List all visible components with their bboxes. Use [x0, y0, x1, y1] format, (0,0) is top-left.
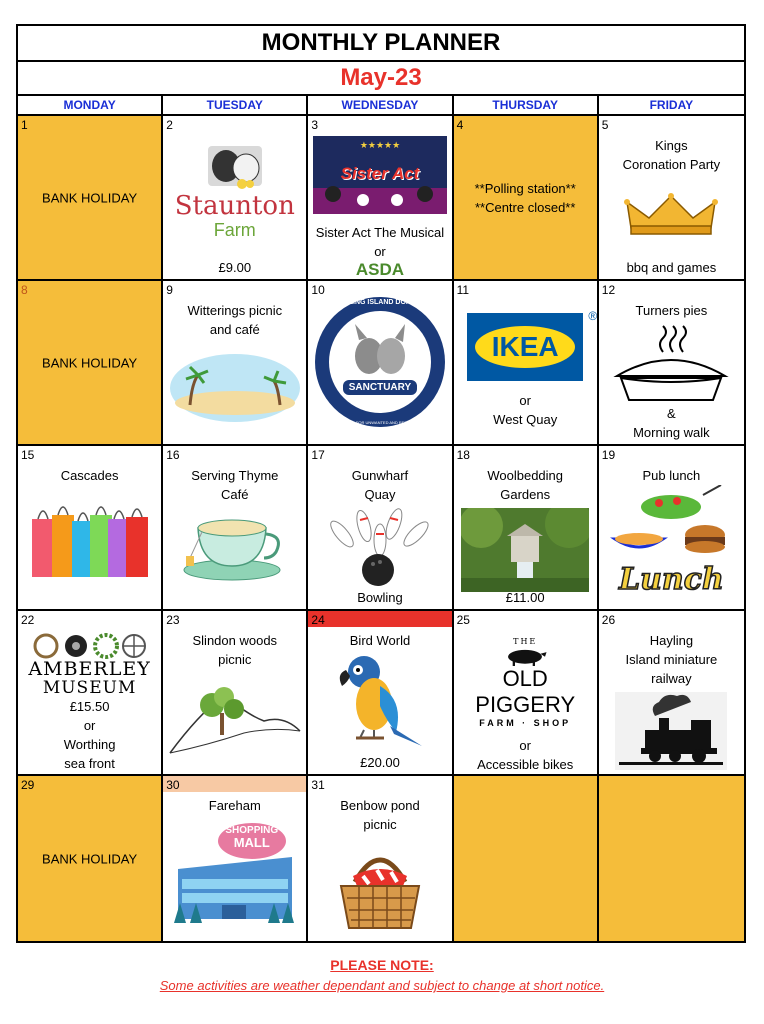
monthly-planner — [16, 24, 746, 943]
day-cell-16 — [163, 446, 308, 611]
event-line: Worthing — [63, 737, 116, 752]
event-line: Bowling — [357, 590, 403, 605]
day-cell-29 — [18, 776, 163, 941]
month-label: May-23 — [18, 62, 744, 96]
ikea-logo — [467, 309, 598, 381]
day-number: 4 — [456, 118, 464, 132]
event-line: Slindon woods — [192, 633, 278, 648]
day-cell-4 — [454, 116, 599, 281]
note-body: Some activities are weather dependant and subject to change at short notice. — [159, 978, 605, 993]
day-cell-17 — [308, 446, 453, 611]
woods-icon — [168, 675, 302, 759]
event-line: Hayling — [649, 633, 694, 648]
event-line: West Quay — [493, 412, 558, 427]
day-thursday: THURSDAY — [454, 96, 599, 114]
day-number: 16 — [166, 448, 180, 462]
highlight-bar — [308, 611, 451, 627]
train-icon — [615, 692, 727, 770]
day-number: 1 — [21, 118, 28, 132]
donkey-sanctuary-logo — [315, 297, 445, 427]
sister-act-poster — [313, 136, 447, 211]
day-number: 31 — [311, 778, 325, 792]
event-line: Sister Act The Musical — [315, 225, 445, 240]
day-number: 23 — [166, 613, 180, 627]
event-line: Morning walk — [633, 425, 710, 440]
beach-icon — [168, 353, 302, 423]
day-number: 5 — [601, 118, 609, 132]
closure-note — [454, 179, 597, 217]
or-line: or — [374, 244, 386, 259]
day-cell-1 — [18, 116, 163, 281]
day-cell-9 — [163, 281, 308, 446]
day-tuesday: TUESDAY — [163, 96, 308, 114]
planner-title: MONTHLY PLANNER — [18, 26, 744, 62]
event-line: railway — [651, 671, 692, 686]
event-line: picnic — [363, 817, 397, 832]
day-cell-10 — [308, 281, 453, 446]
day-number: 29 — [21, 778, 35, 792]
garden-photo — [461, 508, 589, 592]
svg-text:★★★★★: ★★★★★ — [359, 141, 401, 151]
or-line: or — [519, 738, 531, 753]
day-number: 3 — [311, 118, 319, 132]
farm-logo-text: Farm — [213, 220, 256, 240]
pig-icon — [495, 646, 555, 666]
event-line: Turners pies — [635, 303, 708, 318]
note-title: PLEASE NOTE: — [330, 957, 434, 973]
day-cell-empty-friday — [599, 776, 744, 941]
event-line: Kings — [655, 138, 688, 153]
event-line: Café — [221, 487, 249, 502]
day-cell-23 — [163, 611, 308, 776]
centre-closed-line: **Centre closed** — [474, 199, 576, 215]
registered-mark: ® — [588, 309, 598, 323]
day-number: 22 — [21, 613, 35, 627]
day-number: 11 — [456, 283, 470, 297]
piggery-logo-text: OLD PIGGERY — [475, 666, 576, 717]
event-line: Island miniature — [625, 652, 718, 667]
day-cell-19 — [599, 446, 744, 611]
event-line: Coronation Party — [622, 157, 721, 172]
day-cell-30 — [163, 776, 308, 941]
day-number: 24 — [311, 613, 325, 627]
day-cell-8 — [18, 281, 163, 446]
day-number: 8 — [21, 283, 28, 297]
day-wednesday: WEDNESDAY — [308, 96, 453, 114]
bank-holiday-label: BANK HOLIDAY — [42, 190, 138, 205]
price: £15.50 — [69, 699, 110, 714]
event-line: Woolbedding — [487, 468, 564, 483]
day-number: 18 — [456, 448, 470, 462]
day-number: 2 — [166, 118, 173, 132]
sanctuary-banner: SANCTUARY — [343, 380, 417, 395]
price: £9.00 — [218, 260, 252, 275]
event-line: Benbow pond — [340, 798, 420, 813]
day-cell-22 — [18, 611, 163, 776]
bowling-icon — [320, 504, 440, 588]
pie-icon — [611, 324, 731, 408]
event-line: sea front — [64, 756, 115, 771]
event-line: Witterings picnic — [187, 303, 283, 318]
polling-station-line: **Polling station** — [474, 180, 576, 196]
event-line: Quay — [364, 487, 396, 502]
price: £11.00 — [505, 590, 545, 605]
day-number: 19 — [601, 448, 616, 462]
day-number: 17 — [311, 448, 325, 462]
bank-holiday-label: BANK HOLIDAY — [42, 355, 138, 370]
day-cell-3 — [308, 116, 453, 281]
day-number: 25 — [456, 613, 470, 627]
cow-goat-icon — [200, 140, 270, 192]
sister-act-banner: Sister Act — [340, 163, 420, 183]
amberley-logo-text: AMBERLEY — [28, 658, 151, 680]
piggery-the-text: THE — [513, 637, 538, 646]
mall-sign-top: SHOPPING — [225, 825, 279, 836]
day-cell-empty-thursday — [454, 776, 599, 941]
day-number: 12 — [601, 283, 616, 297]
event-line: Fareham — [208, 798, 261, 813]
day-friday: FRIDAY — [649, 98, 694, 112]
day-number: 15 — [21, 448, 35, 462]
day-cell-2 — [163, 116, 308, 281]
day-number: 26 — [601, 613, 616, 627]
event-line: bbq and games — [626, 260, 717, 275]
wheels-icon — [32, 633, 148, 659]
day-cell-24 — [308, 611, 453, 776]
shopping-bags-icon — [28, 497, 152, 581]
event-line: and café — [209, 322, 260, 337]
day-number: 30 — [166, 778, 180, 792]
day-cell-11 — [454, 281, 599, 446]
crown-icon — [623, 190, 719, 238]
donkey-icon — [345, 324, 415, 380]
day-cell-12 — [599, 281, 744, 446]
event-line: Gardens — [500, 487, 551, 502]
day-number: 10 — [311, 283, 325, 297]
sanctuary-ring-top: HAYLING ISLAND DONKEY — [334, 299, 426, 306]
sanctuary-ring-bottom: LIFELONG CARE FOR UNWANTED AND RETIRED DONKEYS — [322, 420, 438, 425]
day-cell-25 — [454, 611, 599, 776]
highlight-bar — [163, 776, 306, 792]
or-line: or — [519, 393, 531, 408]
bank-holiday-label: BANK HOLIDAY — [42, 851, 138, 866]
event-line: Gunwharf — [351, 468, 409, 483]
lunch-sign: Lunch — [618, 562, 724, 597]
event-line: picnic — [218, 652, 252, 667]
event-line: Cascades — [60, 468, 119, 483]
day-cell-18 — [454, 446, 599, 611]
price: £20.00 — [360, 755, 400, 770]
event-line: Serving Thyme — [191, 468, 279, 483]
staunton-farm-logo — [175, 134, 295, 246]
ampersand: & — [667, 406, 676, 421]
day-number: 9 — [166, 283, 173, 297]
day-cell-15 — [18, 446, 163, 611]
parrot-icon — [334, 650, 426, 750]
asda-logo: ASDA — [355, 260, 405, 279]
staunton-logo-text: Staunton — [174, 191, 295, 221]
picnic-basket-icon — [333, 842, 427, 932]
weekday-header — [18, 96, 744, 116]
farm-shop-text: FARM · SHOP — [479, 718, 572, 728]
day-cell-26 — [599, 611, 744, 776]
shopping-mall-icon — [172, 819, 298, 931]
day-cell-5 — [599, 116, 744, 281]
teacup-icon — [180, 512, 290, 582]
event-line: Pub lunch — [642, 468, 701, 483]
calendar-grid — [18, 116, 744, 941]
day-monday: MONDAY — [18, 96, 163, 114]
or-line: or — [83, 718, 96, 733]
museum-logo-text: MUSEUM — [42, 678, 137, 698]
event-line: Accessible bikes — [477, 757, 574, 772]
day-cell-31 — [308, 776, 453, 941]
ikea-wordmark: IKEA — [491, 331, 559, 362]
event-line: Bird World — [349, 633, 411, 648]
mall-sign-bottom: MALL — [233, 835, 270, 850]
